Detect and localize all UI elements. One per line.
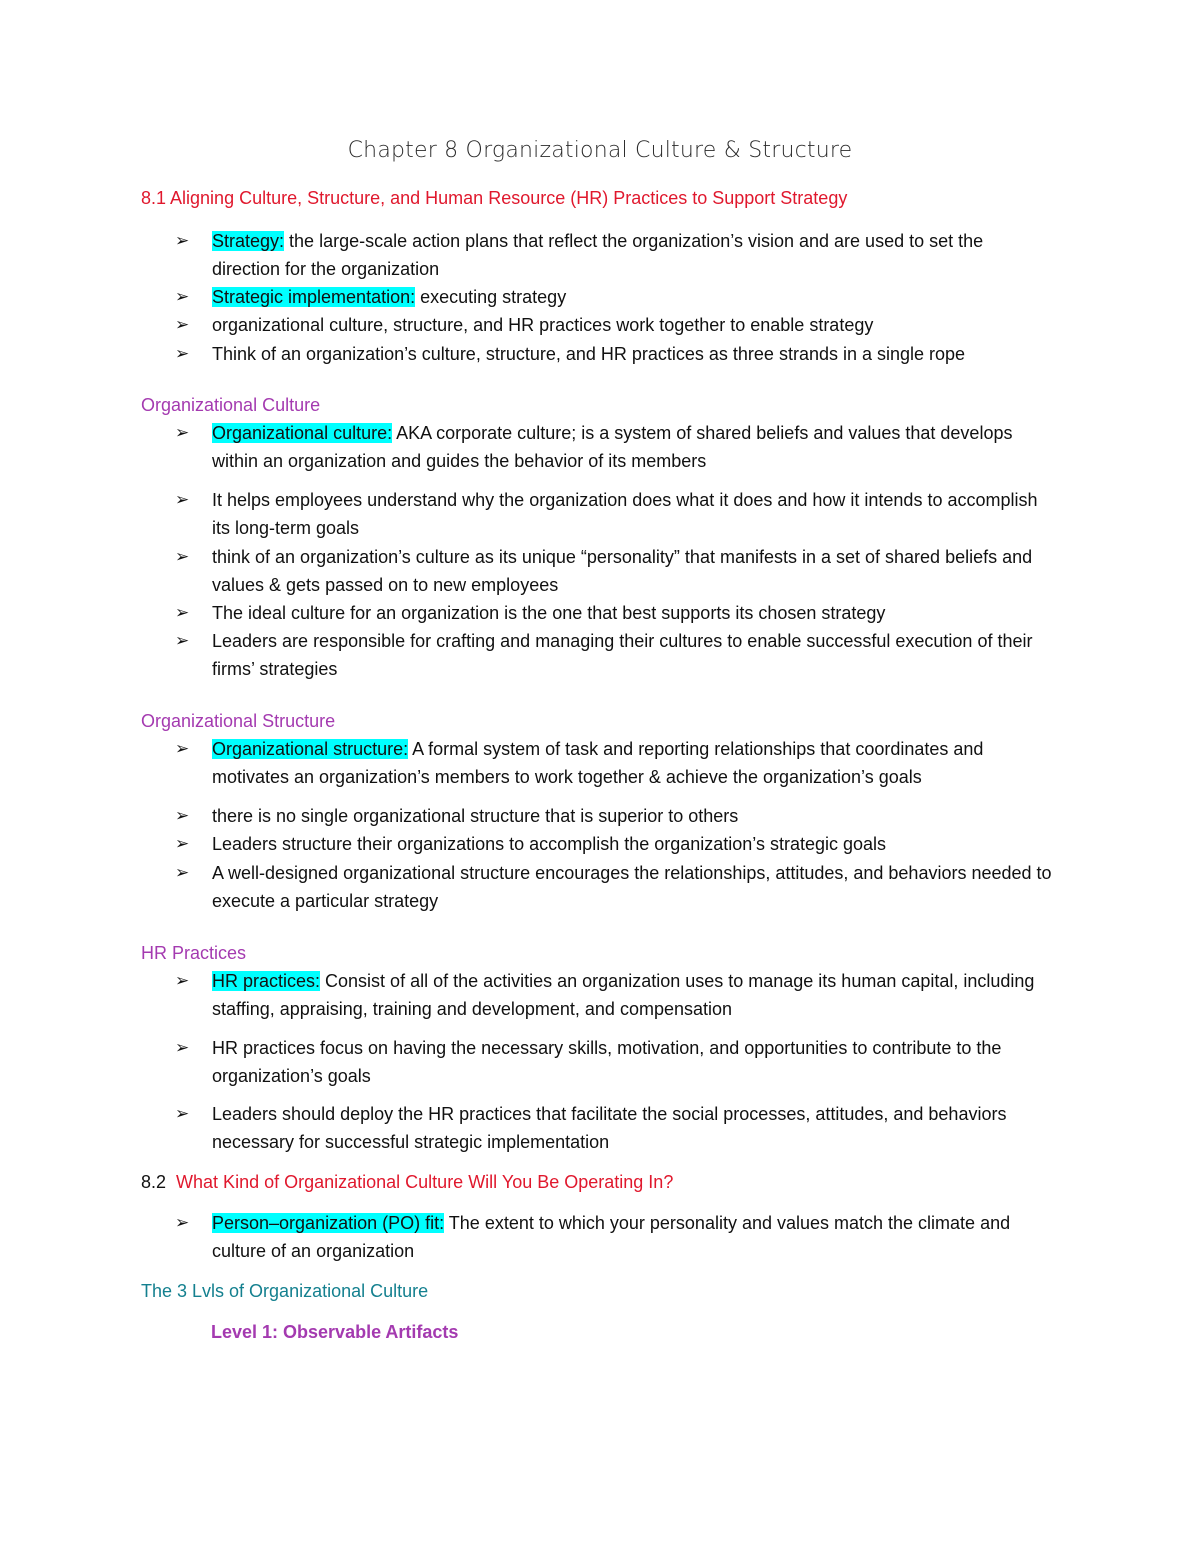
organizational-structure-heading: Organizational Structure <box>141 711 336 731</box>
bullet-text: organizational culture, structure, and HR practices work together to enable strategy <box>212 315 874 335</box>
list-item <box>175 227 1055 283</box>
bullet-text: HR practices focus on having the necessary skills, motivation, and opportunities to contribute to the organization’s goals <box>212 1038 1002 1086</box>
section-title: What Kind of Organizational Culture Will You Be Operating In? <box>176 1172 674 1192</box>
bullet-text: there is no single organizational structure that is superior to others <box>212 806 739 826</box>
page-title: Chapter 8 Organizational Culture & Structure <box>347 138 853 163</box>
section-number: 8.2 <box>141 1172 167 1192</box>
bullet-text: A well-designed organizational structure encourages the relationships, attitudes, and behaviors needed to execute a particular strategy <box>212 863 1052 911</box>
arrowhead-bullet-icon: ➢ <box>175 971 190 990</box>
list-item <box>175 830 1055 858</box>
definition-text: The extent to which your personality and values match the climate and culture of an organization <box>212 1213 1011 1261</box>
definition-text: AKA corporate culture; is a system of shared beliefs and values that develops within an organization and guides the behavior of its members <box>212 423 1013 471</box>
list-item <box>175 627 1055 683</box>
arrowhead-bullet-icon: ➢ <box>175 834 190 853</box>
section-8-1-heading: 8.1 Aligning Culture, Structure, and Human Resource (HR) Practices to Support Strategy <box>141 188 848 208</box>
bullet-text: think of an organization’s culture as its unique “personality” that manifests in a set of shared beliefs and values & gets passed on to new employees <box>212 547 1033 595</box>
list-item <box>175 859 1055 915</box>
arrowhead-bullet-icon: ➢ <box>175 631 190 650</box>
list-item <box>175 340 1055 368</box>
level-1-heading: Level 1: Observable Artifacts <box>211 1322 459 1342</box>
arrowhead-bullet-icon: ➢ <box>175 315 190 334</box>
definition-text: executing strategy <box>415 287 567 307</box>
arrowhead-bullet-icon: ➢ <box>175 231 190 250</box>
bullet-text: Leaders should deploy the HR practices that facilitate the social processes, attitudes, and behaviors necessary for successful strategic implementation <box>212 1104 1007 1152</box>
bullet-text: Leaders structure their organizations to accomplish the organization’s strategic goals <box>212 834 887 854</box>
definition-text: A formal system of task and reporting relationships that coordinates and motivates an organization’s members to work together & achieve the organization’s goals <box>212 739 984 787</box>
term-po-fit: Person–organization (PO) fit: <box>212 1213 445 1233</box>
list-item <box>175 735 1055 791</box>
list-item <box>175 543 1055 599</box>
definition-text: the large-scale action plans that reflect the organization’s vision and are used to set the direction for the organization <box>212 231 984 279</box>
list-item <box>175 419 1055 475</box>
term-hr-practices: HR practices: <box>212 971 321 991</box>
arrowhead-bullet-icon: ➢ <box>175 806 190 825</box>
list-item <box>175 311 1055 339</box>
term-organizational-culture: Organizational culture: <box>212 423 393 443</box>
arrowhead-bullet-icon: ➢ <box>175 1038 190 1057</box>
list-item <box>175 283 1055 311</box>
term-strategy: Strategy: <box>212 231 285 251</box>
arrowhead-bullet-icon: ➢ <box>175 344 190 363</box>
section-8-2-heading <box>141 1170 673 1194</box>
bullet-text: Leaders are responsible for crafting and managing their cultures to enable successful execution of their firms’ strategies <box>212 631 1033 679</box>
arrowhead-bullet-icon: ➢ <box>175 863 190 882</box>
definition-text: Consist of all of the activities an organization uses to manage its human capital, including staffing, appraising, training and development, and compensation <box>212 971 1035 1019</box>
list-item <box>175 1209 1055 1265</box>
list-item <box>175 486 1055 542</box>
arrowhead-bullet-icon: ➢ <box>175 423 190 442</box>
term-strategic-implementation: Strategic implementation: <box>212 287 416 307</box>
list-item <box>175 967 1055 1023</box>
hr-practices-heading: HR Practices <box>141 943 247 963</box>
levels-heading: The 3 Lvls of Organizational Culture <box>141 1281 429 1301</box>
list-item <box>175 1034 1055 1090</box>
arrowhead-bullet-icon: ➢ <box>175 739 190 758</box>
bullet-text: The ideal culture for an organization is the one that best supports its chosen strategy <box>212 603 886 623</box>
arrowhead-bullet-icon: ➢ <box>175 1104 190 1123</box>
organizational-culture-heading: Organizational Culture <box>141 395 321 415</box>
arrowhead-bullet-icon: ➢ <box>175 490 190 509</box>
arrowhead-bullet-icon: ➢ <box>175 1213 190 1232</box>
list-item <box>175 1100 1055 1156</box>
bullet-text: Think of an organization’s culture, structure, and HR practices as three strands in a single rope <box>212 344 966 364</box>
arrowhead-bullet-icon: ➢ <box>175 287 190 306</box>
list-item <box>175 599 1055 627</box>
term-organizational-structure: Organizational structure: <box>212 739 409 759</box>
list-item <box>175 802 1055 830</box>
arrowhead-bullet-icon: ➢ <box>175 547 190 566</box>
arrowhead-bullet-icon: ➢ <box>175 603 190 622</box>
bullet-text: It helps employees understand why the organization does what it does and how it intends to accomplish its long-term goals <box>212 490 1038 538</box>
